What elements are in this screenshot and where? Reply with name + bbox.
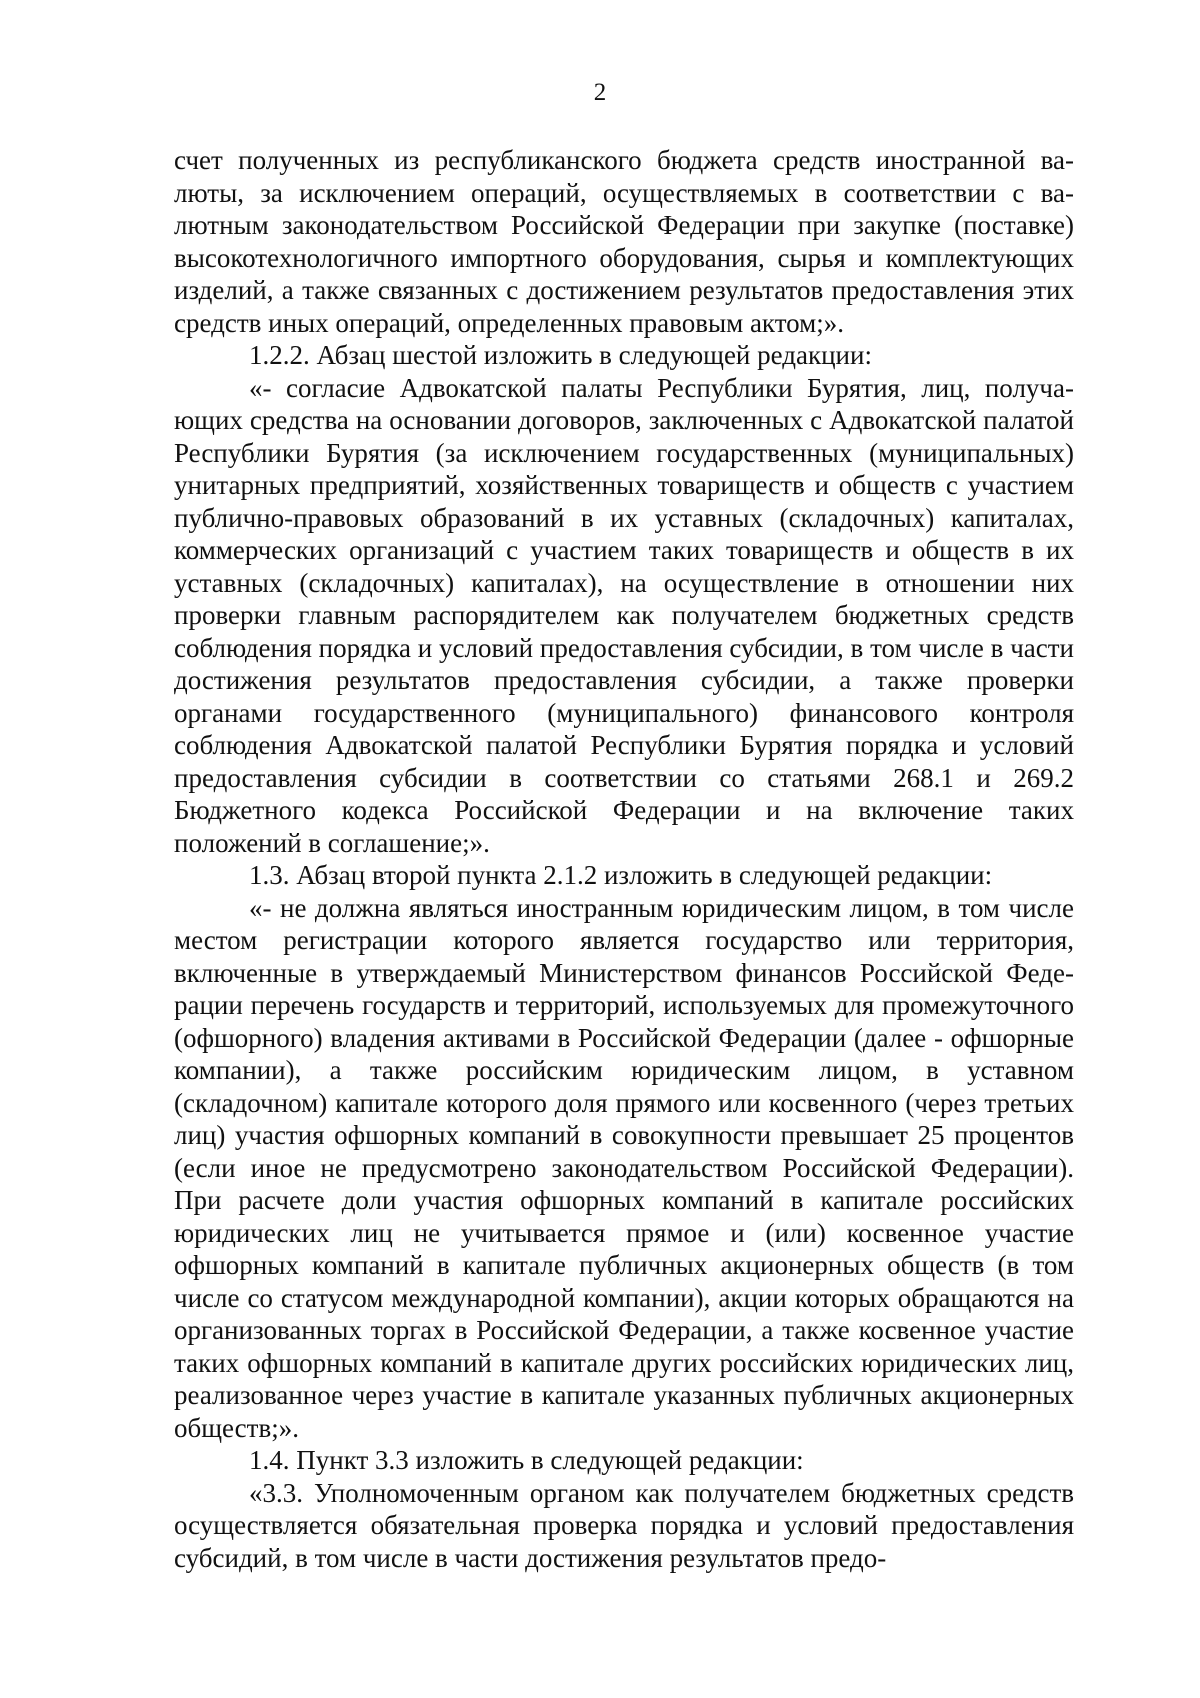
paragraph-quoted-consent: «- согласие Адвокатской палаты Республики Бурятия, лиц, получающих средства на основании договоров, заключенных с Адвокатской палатой Республики Бурятия (за исключением государственных (муниципальных) унитарных предприятий, хозяйственных товариществ и обществ с участием публично-правовых образований в их уставных (складочных) капиталах, коммерческих организаций с участием таких товариществ и обществ в их уставных (складочных) капиталах), на осуществление в отношении них проверки главным распорядителем как получателем бюджетных средств соблюдения порядка и условий предоставления субсидии, в том числе в части достижения результатов предоставления субсидии, а также проверки органами государственного (муниципального) финансового контроля соблюдения Адвокатской палатой Республики Бурятия порядка и условий предоставления субсидии в соответствии со статьями 268.1 и 269.2 Бюджетного кодекса Российской Федерации и на включение таких положений в соглашение;».	[174, 372, 1074, 858]
paragraph-item-1-3: 1.3. Абзац второй пункта 2.1.2 изложить в следующей редакции:	[249, 860, 993, 890]
paragraph-quoted-3-3: «3.3. Уполномоченным органом как получателем бюджетных средств осуществляется обязательная проверка порядка и условий предоставления субсидий, в том числе в части достижения результатов предо-	[174, 1477, 1074, 1573]
paragraph-item-1-2-2: 1.2.2. Абзац шестой изложить в следующей редакции:	[249, 340, 872, 370]
page-number: 2	[593, 79, 607, 106]
paragraph-item-1-4: 1.4. Пункт 3.3 изложить в следующей редакции:	[249, 1445, 804, 1475]
document-body	[174, 144, 1074, 1574]
paragraph-quoted-offshore: «- не должна являться иностранным юридическим лицом, в том числе местом регистрации которого является государство или территория, включенные в утверждаемый Министерством финансов Российской Федерации перечень государств и территорий, используемых для промежуточного (офшорного) владения активами в Российской Федерации (далее - офшорные компании), а также российским юридическим лицом, в уставном (складочном) капитале которого доля прямого или косвенного (через третьих лиц) участия офшорных компаний в совокупности превышает 25 процентов (если иное не предусмотрено законодательством Российской Федерации). При расчете доли участия офшорных компаний в капитале российских юридических лиц не учитывается прямое и (или) косвенное участие офшорных компаний в капитале публичных акционерных обществ (в том числе со статусом международной компании), акции которых обращаются на организованных торгах в Российской Федерации, а также косвенное участие таких офшорных компаний в капитале других российских юридических лиц, реализованное через участие в капитале указанных публичных акционерных обществ;».	[174, 892, 1074, 1443]
paragraph-continued-text: счет полученных из республиканского бюджета средств иностранной валюты, за исключением операций, осуществляемых в соответствии с валютным законодательством Российской Федерации при закупке (поставке) высокотехнологичного импортного оборудования, сырья и комплектующих изделий, а также связанных с достижением результатов предоставления этих средств иных операций, определенных правовым актом;».	[174, 145, 1074, 338]
